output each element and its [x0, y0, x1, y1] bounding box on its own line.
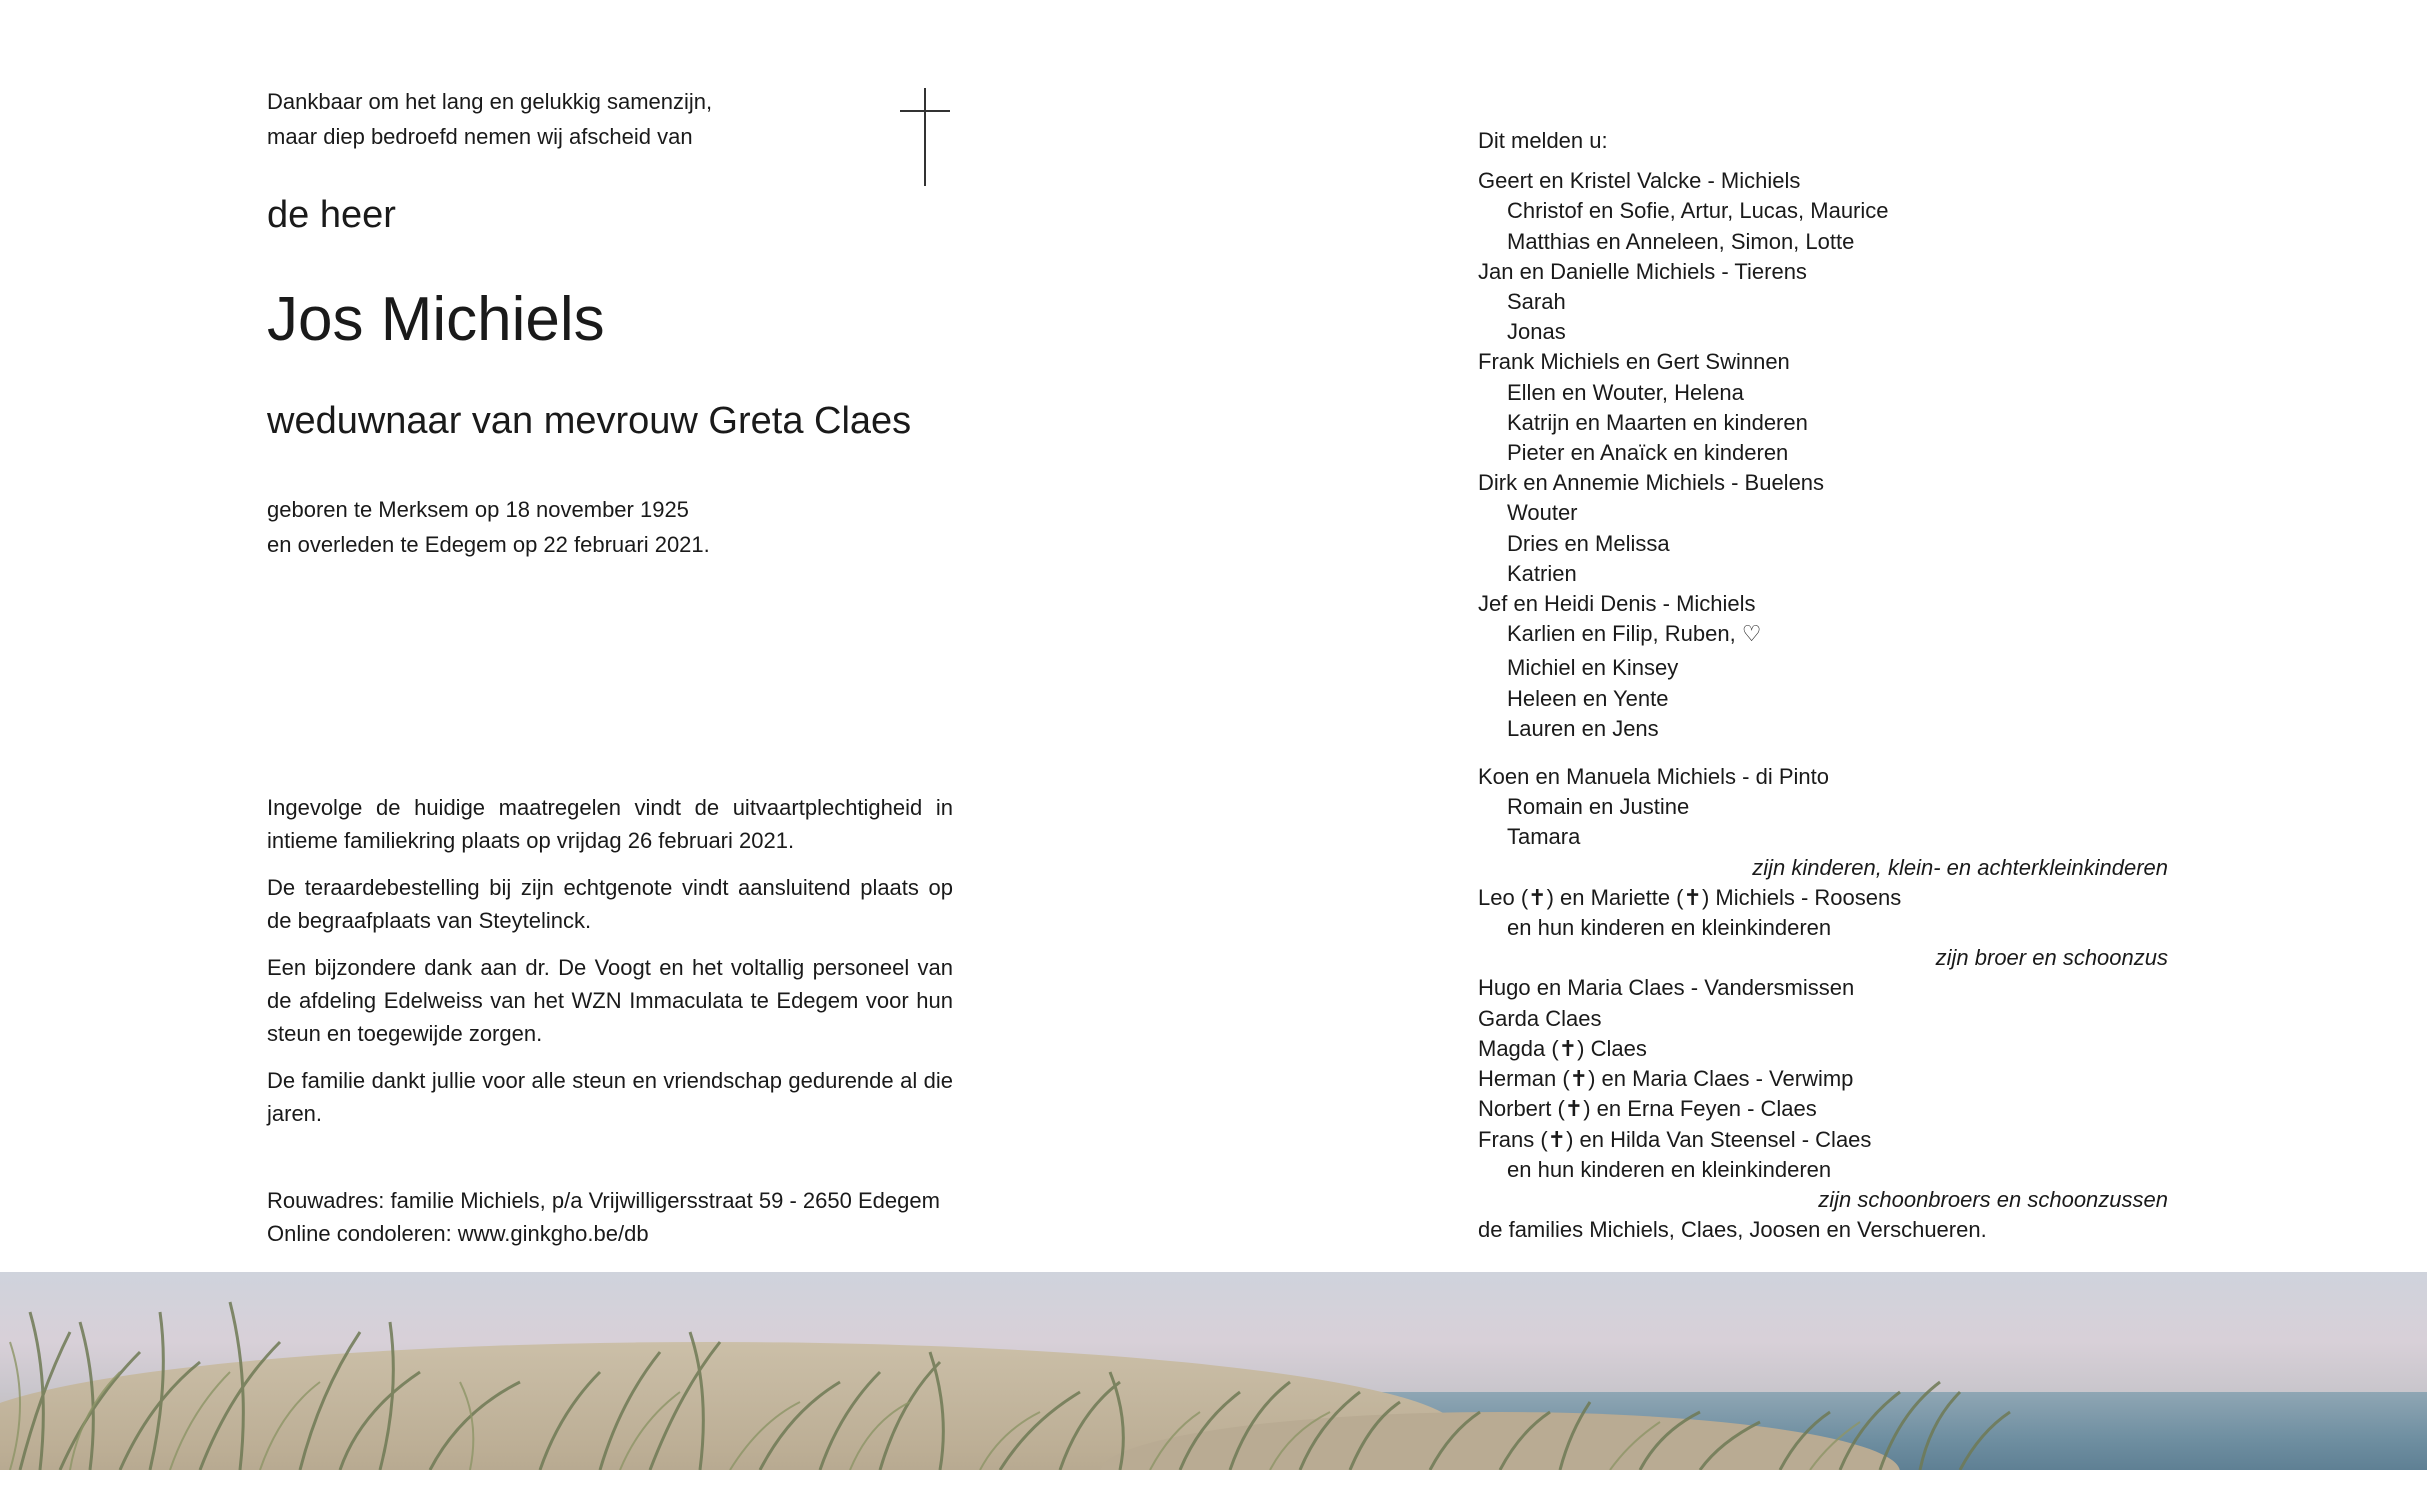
list-item: Katrien	[1507, 560, 1577, 586]
list-item: Matthias en Anneleen, Simon, Lotte	[1507, 228, 1855, 254]
relation-caption: zijn broer en schoonzus	[1935, 945, 2168, 971]
list-item: Karlien en Filip, Ruben, ♡	[1507, 621, 1762, 647]
paragraph: Een bijzondere dank aan dr. De Voogt en het voltallig personeel van de afdeling Edelweiss van het WZN Immaculata te Edegem voor hun steun en toegewijde zorgen.	[267, 955, 953, 1046]
list-item: Tamara	[1507, 824, 1581, 850]
list-item: Hugo en Maria Claes - Vandersmissen	[1478, 975, 1855, 1001]
list-item: Romain en Justine	[1507, 794, 1690, 820]
list-item: Norbert (✝) en Erna Feyen - Claes	[1478, 1096, 1817, 1122]
condolence-line: Online condoleren: www.ginkgho.be/db	[267, 1221, 649, 1246]
list-item: Wouter	[1507, 500, 1578, 526]
relation-caption: zijn schoonbroers en schoonzussen	[1818, 1186, 2168, 1212]
intro-text	[267, 84, 712, 154]
dune-landscape-image	[0, 1272, 2427, 1470]
list-item: Jonas	[1507, 319, 1566, 345]
list-item: Koen en Manuela Michiels - di Pinto	[1478, 764, 1829, 790]
paragraph: De familie dankt jullie voor alle steun en vriendschap gedurende al die jaren.	[267, 1068, 953, 1126]
list-item: Dirk en Annemie Michiels - Buelens	[1478, 470, 1825, 496]
paragraph: Ingevolge de huidige maatregelen vindt de uitvaartplechtigheid in intieme familiekring plaats op vrijdag 26 februari 2021.	[267, 795, 953, 853]
address-line: Rouwadres: familie Michiels, p/a Vrijwilligersstraat 59 - 2650 Edegem	[267, 1188, 940, 1213]
announcers-lead: Dit melden u:	[1478, 128, 1608, 153]
list-item: Herman (✝) en Maria Claes - Verwimp	[1478, 1066, 1854, 1092]
deceased-name: Jos Michiels	[267, 285, 605, 354]
list-item: Pieter en Anaïck en kinderen	[1507, 440, 1789, 466]
list-item: Geert en Kristel Valcke - Michiels	[1478, 168, 1801, 194]
list-item: Christof en Sofie, Artur, Lucas, Maurice	[1507, 198, 1889, 224]
list-item: en hun kinderen en kleinkinderen	[1507, 915, 1832, 941]
intro-line: Dankbaar om het lang en gelukkig samenzijn,	[267, 89, 713, 114]
list-item: Lauren en Jens	[1507, 715, 1659, 741]
list-item: de families Michiels, Claes, Joosen en Verschueren.	[1478, 1217, 1987, 1243]
list-item: Sarah	[1507, 289, 1566, 315]
mourning-address	[267, 1184, 940, 1250]
widower-line: weduwnaar van mevrouw Greta Claes	[267, 400, 912, 442]
beach-grass	[0, 1272, 2427, 1470]
list-item: Jef en Heidi Denis - Michiels	[1478, 591, 1756, 617]
salutation: de heer	[267, 194, 396, 236]
list-item: Michiel en Kinsey	[1507, 655, 1679, 681]
list-item: en hun kinderen en kleinkinderen	[1507, 1156, 1832, 1182]
life-dates	[267, 492, 710, 562]
intro-line: maar diep bedroefd nemen wij afscheid van	[267, 124, 693, 149]
list-item: Leo (✝) en Mariette (✝) Michiels - Roosens	[1478, 884, 1902, 910]
death-line: en overleden te Edegem op 22 februari 2021.	[267, 532, 710, 557]
list-item: Magda (✝) Claes	[1478, 1035, 1647, 1061]
cross-icon	[900, 88, 950, 186]
relation-caption: zijn kinderen, klein- en achterkleinkinderen	[1752, 854, 2168, 880]
list-item: Heleen en Yente	[1507, 685, 1669, 711]
paragraph: De teraardebestelling bij zijn echtgenote vindt aansluitend plaats op de begraafplaats van Steytelinck.	[267, 875, 953, 933]
list-item: Ellen en Wouter, Helena	[1507, 379, 1744, 405]
list-item: Jan en Danielle Michiels - Tierens	[1478, 258, 1807, 284]
funeral-info	[267, 791, 953, 1144]
birth-line: geboren te Merksem op 18 november 1925	[267, 497, 689, 522]
announcers-list	[1478, 126, 2168, 1245]
list-item: Garda Claes	[1478, 1005, 1602, 1031]
list-item: Frans (✝) en Hilda Van Steensel - Claes	[1478, 1126, 1872, 1152]
list-item: Dries en Melissa	[1507, 530, 1670, 556]
list-item: Frank Michiels en Gert Swinnen	[1478, 349, 1790, 375]
list-item: Katrijn en Maarten en kinderen	[1507, 409, 1808, 435]
